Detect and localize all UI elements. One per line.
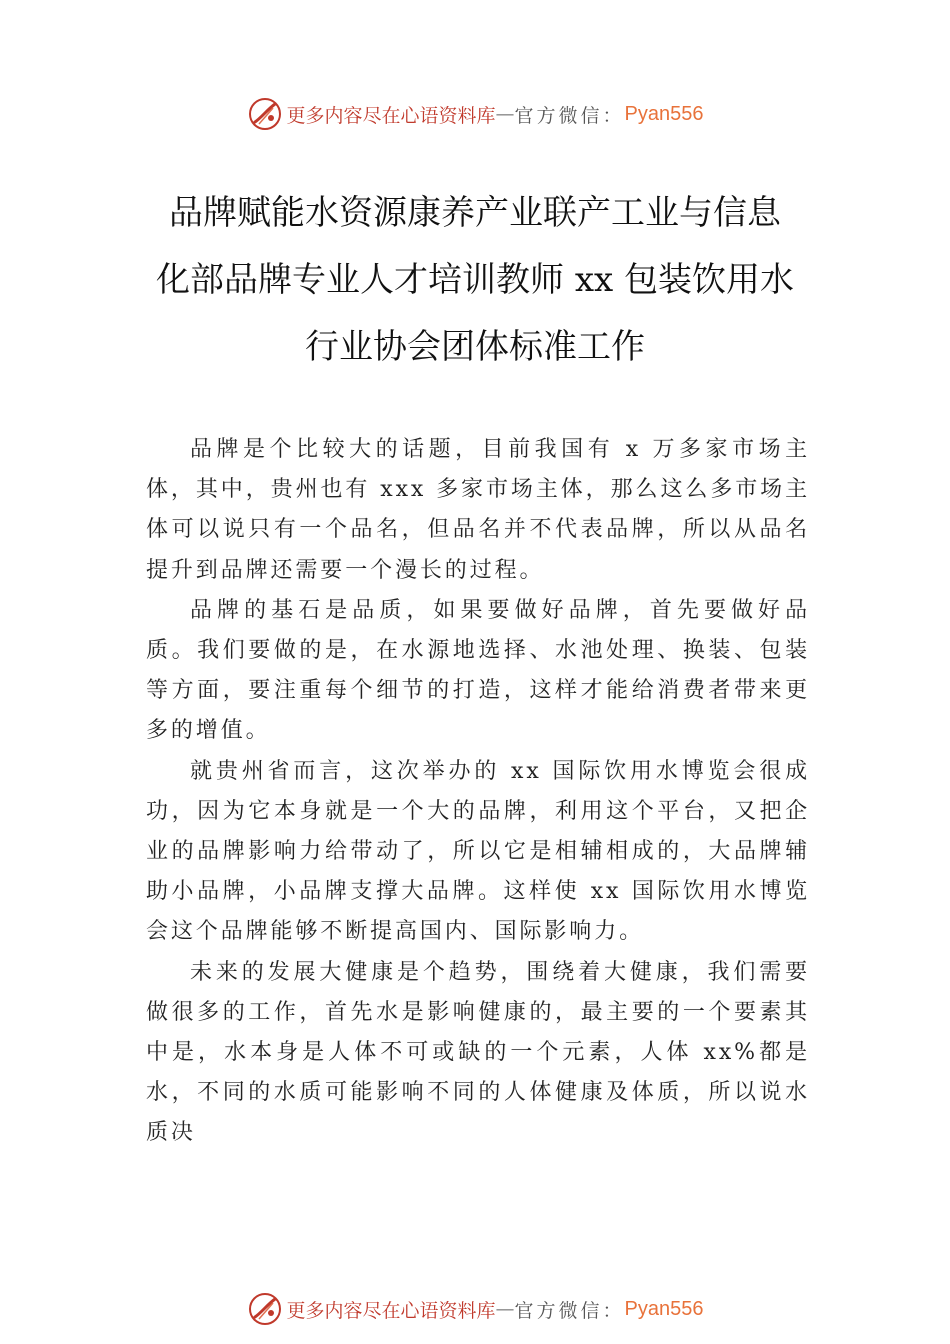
title-line-1: 品牌赋能水资源康养产业联产工业与信息 xyxy=(169,193,781,233)
banner-dash: — xyxy=(495,1298,515,1320)
header-banner xyxy=(0,94,950,134)
paragraph-1: 品牌是个比较大的话题，目前我国有 x 万多家市场主体，其中，贵州也有 xxx 多家市场主体，那么这么多市场主体可以说只有一个品名，但品名并不代表品牌，所以从品名提升到品牌还需要一个漫长的过程。 xyxy=(146,437,810,583)
banner-official-label: 官方微信： xyxy=(514,104,625,127)
title-line-2: 化部品牌专业人才培训教师 xx 包装饮用水 xyxy=(156,260,794,300)
document-title xyxy=(130,180,820,381)
banner-wechat-id: Pyan556 xyxy=(624,102,704,125)
banner-dash: — xyxy=(495,103,515,125)
banner-official-label: 官方微信： xyxy=(514,1299,625,1322)
banner-wechat-id: Pyan556 xyxy=(624,1297,704,1320)
banner-main-text: 更多内容尽在心语资料库 xyxy=(286,1299,496,1322)
title-line-3: 行业协会团体标准工作 xyxy=(305,327,645,367)
paragraph-4: 未来的发展大健康是个趋势，围绕着大健康，我们需要做很多的工作，首先水是影响健康的，最主要的一个要素其中是，水本身是人体不可或缺的一个元素，人体 xx%都是水，不同的水质可能影响不同的人体健康及体质，所以说水质决 xyxy=(146,959,810,1146)
paragraph-2: 品牌的基石是品质，如果要做好品牌，首先要做好品质。我们要做的是，在水源地选择、水池处理、换装、包装等方面，要注重每个细节的打造，这样才能给消费者带来更多的增值。 xyxy=(146,597,810,744)
footer-banner xyxy=(0,1289,950,1329)
paragraph-3: 就贵州省而言，这次举办的 xx 国际饮用水博览会很成功，因为它本身就是一个大的品牌，利用这个平台，又把企业的品牌影响力给带动了，所以它是相辅相成的，大品牌辅助小品牌，小品牌支撑大品牌。这样使 xx 国际饮用水博览会这个品牌能够不断提高国内、国际影响力。 xyxy=(146,758,810,945)
banner-main-text: 更多内容尽在心语资料库 xyxy=(286,104,496,127)
pen-logo-icon xyxy=(247,1291,283,1327)
document-body xyxy=(146,430,810,1154)
pen-logo-icon xyxy=(247,96,283,132)
